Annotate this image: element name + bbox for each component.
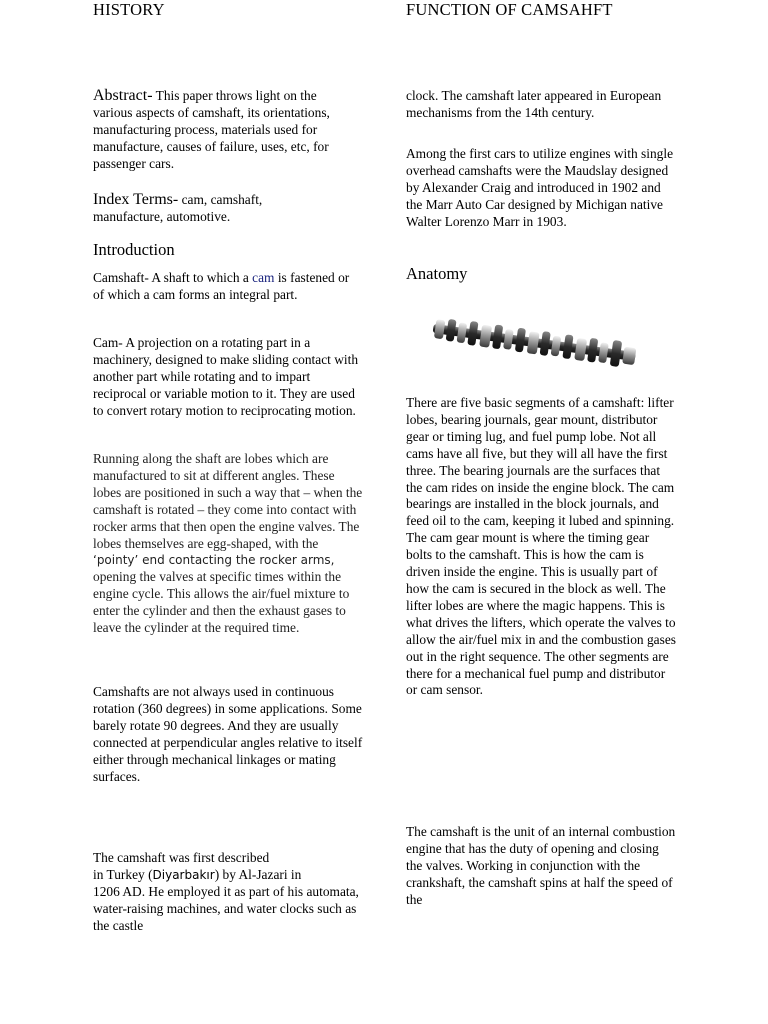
history-paragraph [93,850,363,935]
index-terms-text-rest: manufacture, automotive. [93,208,231,224]
abstract-paragraph [93,88,363,173]
lobes-text-sans: ‘pointy’ end contacting the rocker arms, [93,553,335,568]
lobes-paragraph [93,451,363,637]
anatomy-heading: Anatomy [406,264,468,283]
right-column [406,0,678,907]
history-line2-sans: Diyarbakır [152,867,215,882]
history-rest: 1206 AD. He employed it as part of his automata, water-raising machines, and water clocks such as the castle [93,883,359,933]
index-terms-label: Index Terms- [93,191,179,208]
rotation-paragraph: Camshafts are not always used in continuous rotation (360 degrees) in some applications. Some barely rotate 90 degrees. And they are usually connected at perpendicular angles relative to itself either through mechanical linkages or mating surfaces. [93,684,363,784]
history-continued: clock. The camshaft later appeared in European mechanisms from the 14th century. [406,88,662,120]
anatomy-paragraph: There are five basic segments of a camshaft: lifter lobes, bearing journals, gear mount, distributor gear or timing lug, and fuel pump lobe. Not all cams have all five, but they will all have the first three. The bearing journals are the surfaces that the cam rides on inside the engine block. The cam bearings are installed in the block journals, and feed oil to the cam, keeping it lubed and spinning. The cam gear mount is where the timing gear bolts to the camshaft. This is how the cam is driven inside the engine. This is usually part of how the cam is secured in the block as well. The lifter lobes are where the magic happens. This is what drives the lifters, which operate the valves to allow the air/fuel mix in and the combustion gases out in the right sequence. The other segments are there for a mechanical fuel pump and distributor or cam sensor. [406,395,676,698]
cam-link[interactable]: cam [252,270,275,285]
camshaft-def-after: is fastened or of which a cam forms an integral part. [93,270,350,302]
abstract-label: Abstract- [93,87,153,104]
function-paragraph: The camshaft is the unit of an internal combustion engine that has the duty of opening and closing the valves. Working in conjunction with the crankshaft, the camshaft spins at half the speed of the [406,824,676,907]
cam-definition: Cam- A projection on a rotating part in a machinery, designed to make sliding contact with another part while rotating and to impart reciprocal or variable motion to it. They are used to convert rotary motion to reciprocating motion. [93,335,359,418]
camshaft-def-before: Camshaft- A shaft to which a [93,270,253,285]
lobes-text-after: opening the valves at specific times within the engine cycle. This allows the air/fuel mixture to enter the cylinder and then the exhaust gases to leave the cylinder at the required time. [93,569,350,636]
history-heading: HISTORY [93,0,165,19]
function-heading: FUNCTION OF CAMSAHFT [406,0,613,19]
index-terms-paragraph [93,192,363,226]
camshaft-definition [93,270,363,304]
abstract-text-rest: various aspects of camshaft, its orientations, manufacturing process, materials used for manufacture, causes of failure, uses, etc, for passenger cars. [93,104,330,171]
history-line1: The camshaft was first described [93,850,270,865]
history-line2-before: in Turkey ( [93,866,153,882]
abstract-text-first: This paper throws light on the [152,88,317,103]
index-terms-text-first: cam, camshaft, [178,192,263,207]
history-line2-after: ) by Al-Jazari in [214,866,302,882]
introduction-heading: Introduction [93,240,175,259]
first-cars-paragraph: Among the first cars to utilize engines with single overhead camshafts were the Maudslay designed by Alexander Craig and introduced in 1902 and the Marr Auto Car designed by Michigan native Walter Lorenzo Marr in 1903. [406,146,674,229]
left-column [93,0,363,933]
camshaft-image [428,316,640,372]
lobes-text-before: Running along the shaft are lobes which are manufactured to sit at different angles. These lobes are positioned in such a way that – when the camshaft is rotated – they come into contact with rocker arms that then open the engine valves. The lobes themselves are egg-shaped, with the [93,451,363,551]
